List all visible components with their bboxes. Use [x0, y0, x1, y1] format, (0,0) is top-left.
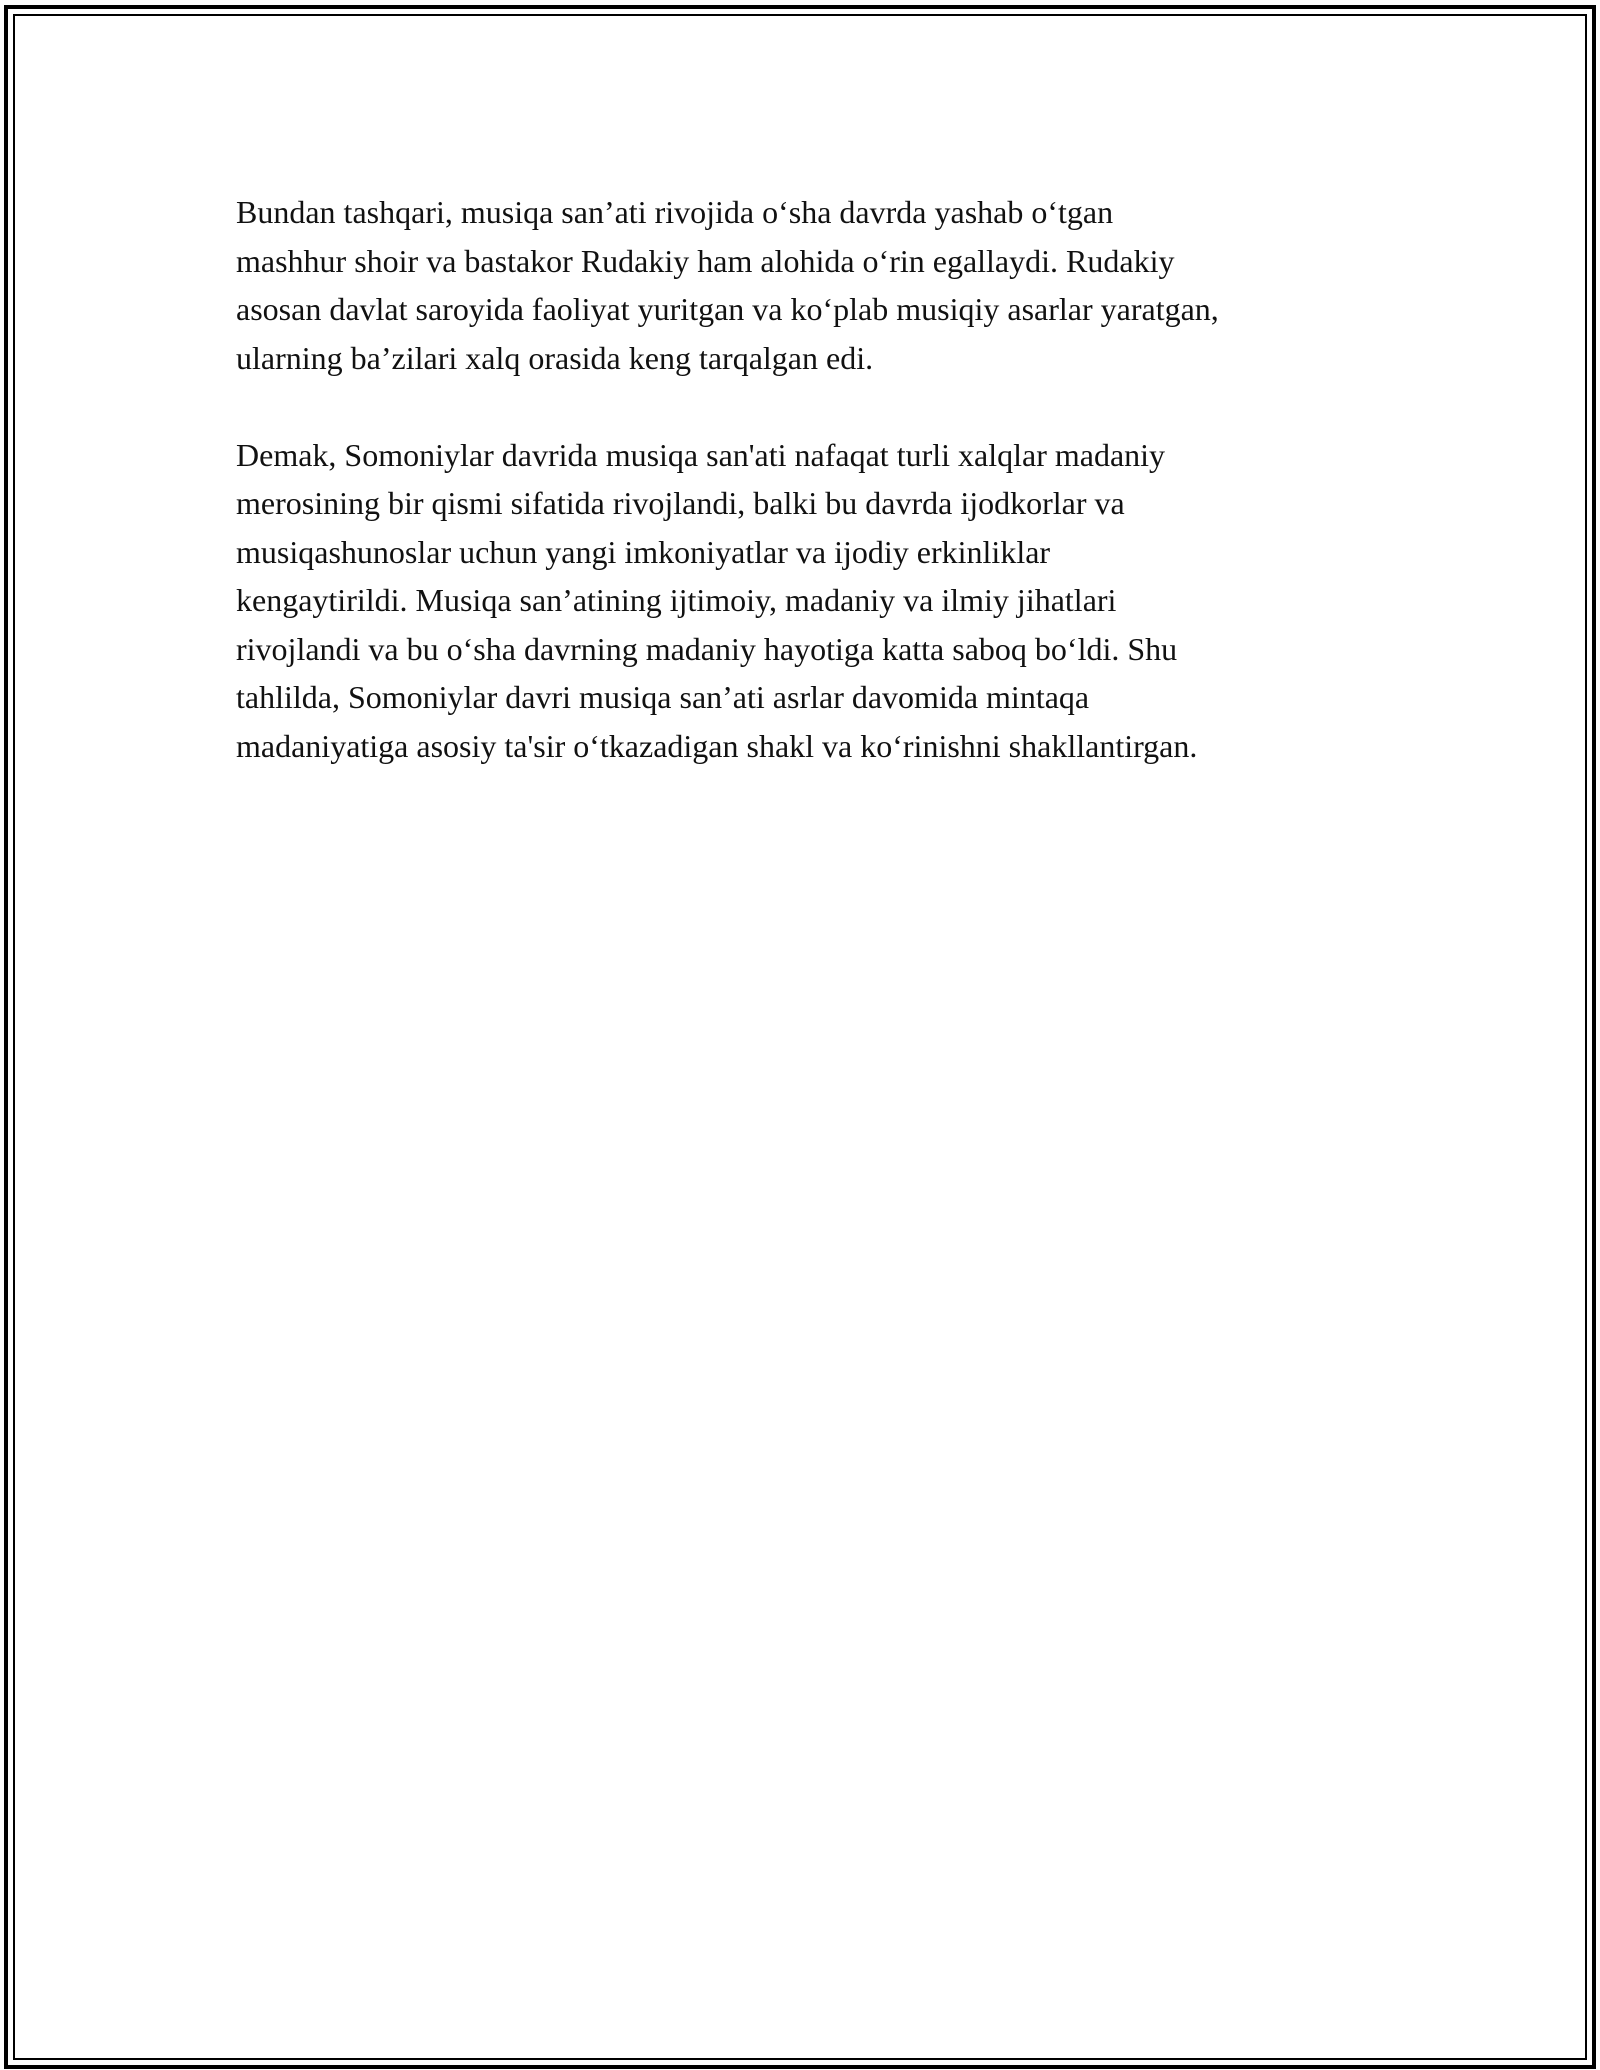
paragraph-rudakiy: Bundan tashqari, musiqa san’ati rivojida o‘sha davrda yashab o‘tgan mashhur shoir va bastakor Rudakiy ham alohida o‘rin egallaydi. Rudakiy asosan davlat saroyida faoliyat yuritgan va ko‘plab musiqiy asarlar yaratgan, ularning ba’zilari xalq orasida keng tarqalgan edi.: [236, 194, 1219, 376]
paragraph-conclusion: Demak, Somoniylar davrida musiqa san'ati nafaqat turli xalqlar madaniy merosining bir qismi sifatida rivojlandi, balki bu davrda ijodkorlar va musiqashunoslar uchun yangi imkoniyatlar va ijodiy erkinliklar kengaytirildi. Musiqa san’atining ijtimoiy, madaniy va ilmiy jihatlari rivojlandi va bu o‘sha davrning madaniy hayotiga katta saboq bo‘ldi. Shu tahlilda, Somoniylar davri musiqa san’ati asrlar davomida mintaqa madaniyatiga asosiy ta'sir o‘tkazadigan shakl va ko‘rinishni shakllantirgan.: [236, 436, 1198, 764]
document-body: [236, 188, 1386, 819]
